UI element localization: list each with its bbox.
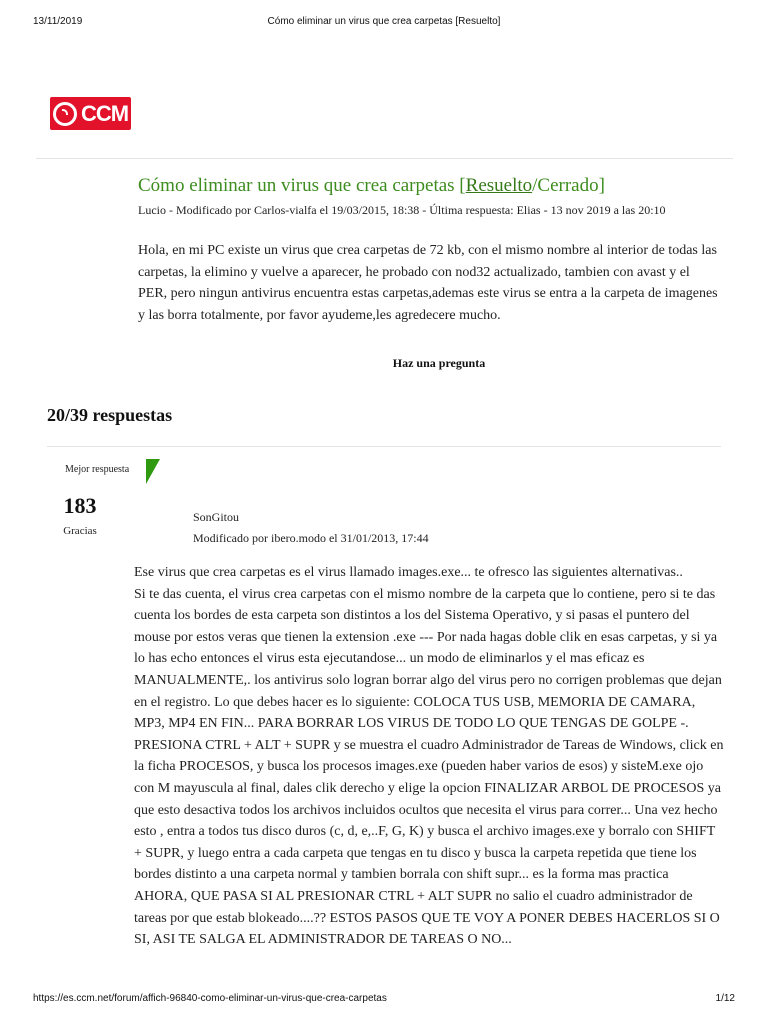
- ccm-logo[interactable]: [50, 97, 131, 130]
- answers-divider: [47, 446, 721, 447]
- question-mark-icon: [53, 102, 77, 126]
- logo-text: CCM: [81, 100, 129, 126]
- print-date: 13/11/2019: [33, 16, 83, 27]
- thread-title-rest: /Cerrado]: [532, 175, 605, 196]
- answer-meta: Modificado por ibero.modo el 31/01/2013, 17:44: [193, 531, 429, 545]
- ask-question-button[interactable]: Haz una pregunta: [392, 356, 486, 370]
- best-answer-label: Mejor respuesta: [65, 464, 130, 475]
- print-doc-title: Cómo eliminar un virus que crea carpetas [Resuelto]: [267, 16, 501, 27]
- thread-title-main: Cómo eliminar un virus que crea carpetas [: [138, 175, 466, 196]
- answer-paragraph: Si te das cuenta, el virus crea carpetas con el mismo nombre de la carpeta que lo contiene, pero si te das cuenta los bordes de esta carpeta son distintos a los del Sistema Operativo, y si pasas el puntero del mouse por estos veras que tienen la extension .exe --- Por nada hagas doble clik en esas carpetas, y si ya lo has echo entonces el virus esta ejecutandose... un modo de eliminarlos y el mas eficaz es MANUALMENTE,. los antivirus solo logran borrar algo del virus pero no corrigen problemas que dejan en el registro. Lo que debes hacer es lo siguiente: COLOCA TUS USB, MEMORIA DE CAMARA, MP3, MP4 EN FIN... PARA BORRAR LOS VIRUS DE TODO LO QUE TENGAS DE GOLPE -. PRESIONA CTRL + ALT + SUPR y se muestra el cuadro Administrador de Tareas de Windows, click en la ficha PROCESOS, y busca los procesos images.exe (pueden haber varios de esos) y sisteM.exe ojo con M mayuscula al final, dales clik derecho y elige la opcion FINALIZAR ARBOL DE PROCESOS ya que esto desactiva todos los archivos incluidos ocultos que necesita el virus para correr... Una vez hecho esto , entra a todos tus disco duros (c, d, e,..F, G, K) y busca el archivo images.exe y borralo con SHIFT + SUPR, y luego entra a cada carpeta que tengas en tu disco y busca la carpeta repetida que tiene los bordes distinto a una carpeta normal y tambien borrala con shift supr... es la forma mas practica AHORA, QUE PASA SI AL PRESIONAR CTRL + ALT SUPR no salio el cuadro administrador de tareas por que estab blokeado....?? ESTOS PASOS QUE TE VOY A PONER DEBES HACERLOS SI O SI, ASI TE SALGA EL ADMINISTRADOR DE TAREAS O NO...: [134, 586, 724, 948]
- print-url: https://es.ccm.net/forum/affich-96840-como-eliminar-un-virus-que-crea-carpetas: [33, 993, 387, 1004]
- answer-body: [134, 562, 724, 951]
- thanks-label[interactable]: Gracias: [63, 525, 97, 537]
- thanks-count: 183: [63, 493, 97, 518]
- answer-author[interactable]: SonGitou: [193, 510, 240, 524]
- resolved-link[interactable]: Resuelto: [465, 175, 533, 196]
- answers-count: 20/39 respuestas: [47, 405, 173, 425]
- question-body: Hola, en mi PC existe un virus que crea carpetas de 72 kb, con el mismo nombre al interior de todas las carpetas, la elimino y vuelve a aparecer, he probado con nod32 actualizado, tambien con avast y el PER, pero ningun antivirus encuentra estas carpetas,ademas este virus se entra a la carpeta de imagenes y las borra totalmente, por favor ayudeme,les agredecere mucho.: [138, 243, 718, 323]
- header-divider: [36, 158, 733, 159]
- page-number: 1/12: [715, 993, 735, 1004]
- thread-title: [138, 175, 605, 197]
- answer-paragraph: Ese virus que crea carpetas es el virus llamado images.exe... te ofresco las siguientes alternativas..: [134, 565, 683, 580]
- best-answer-flag-icon: [146, 459, 160, 484]
- thread-meta: Lucio - Modificado por Carlos-vialfa el 19/03/2015, 18:38 - Última respuesta: Elias - 13 nov 2019 a las 20:10: [138, 203, 666, 217]
